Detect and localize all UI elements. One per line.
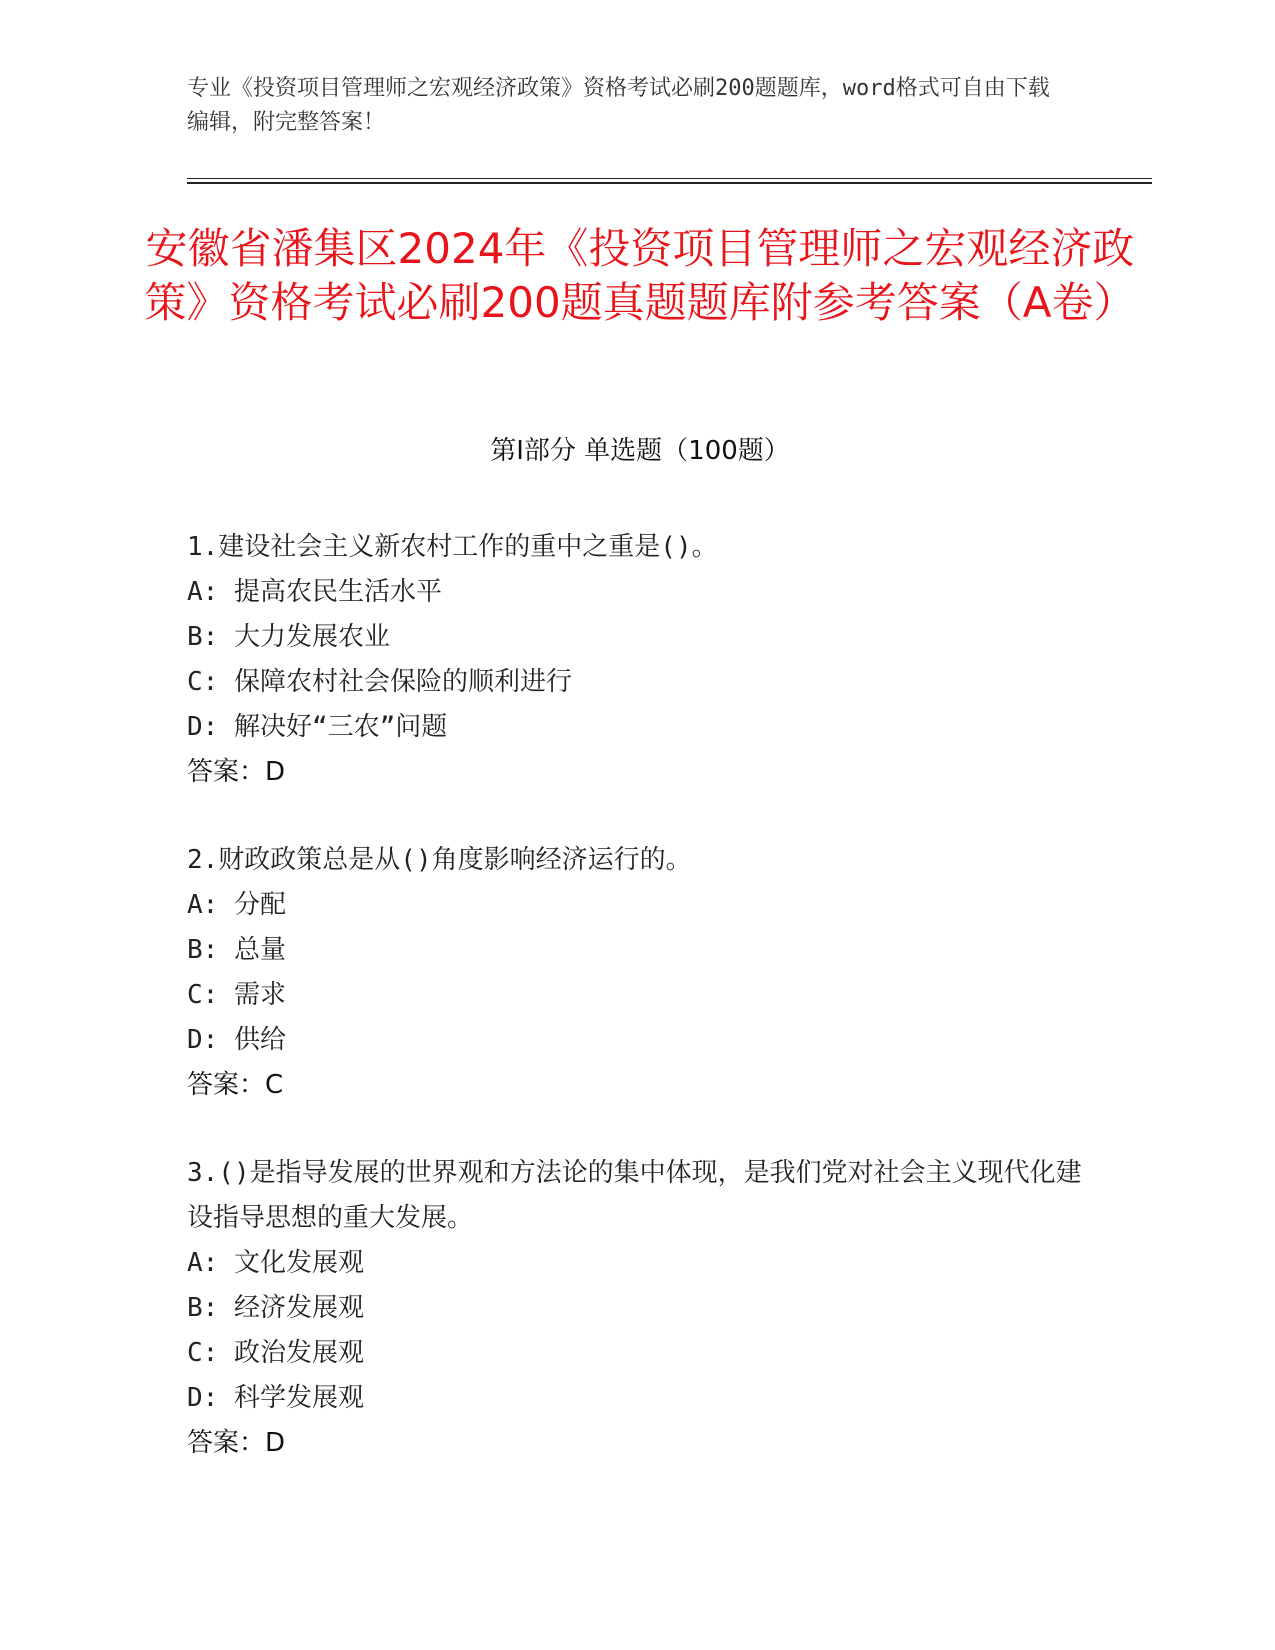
option-a: A: 提高农民生活水平: [187, 577, 442, 607]
option-b: B: 总量: [187, 935, 286, 965]
option-b: B: 经济发展观: [187, 1293, 364, 1323]
question-item: [187, 1151, 1087, 1466]
question-stem: 3.()是指导发展的世界观和方法论的集中体现，是我们党对社会主义现代化建设指导思想的重大发展。: [187, 1158, 1082, 1233]
option-a: A: 文化发展观: [187, 1248, 364, 1278]
question-item: [187, 838, 1087, 1108]
option-b: B: 大力发展农业: [187, 622, 390, 652]
header-divider-thick: [187, 182, 1152, 184]
answer-line: 答案：D: [187, 757, 286, 787]
header-divider-thin: [187, 178, 1152, 179]
option-c: C: 需求: [187, 980, 286, 1010]
option-d: D: 科学发展观: [187, 1383, 364, 1413]
section-title: 第Ⅰ部分 单选题（100题）: [490, 436, 790, 466]
question-item: [187, 525, 1087, 795]
question-list: [187, 525, 1087, 1509]
option-c: C: 保障农村社会保险的顺利进行: [187, 667, 572, 697]
document-title: 安徽省潘集区2024年《投资项目管理师之宏观经济政策》资格考试必刷200题真题题库附参考答案（A卷）: [144, 224, 1136, 327]
header-note: 专业《投资项目管理师之宏观经济政策》资格考试必刷200题题库，word格式可自由下载编辑，附完整答案！: [187, 76, 1050, 135]
question-stem: 1.建设社会主义新农村工作的重中之重是()。: [187, 532, 718, 562]
question-stem: 2.财政政策总是从()角度影响经济运行的。: [187, 845, 692, 875]
option-d: D: 解决好“三农”问题: [187, 712, 448, 742]
answer-line: 答案：C: [187, 1070, 284, 1100]
option-d: D: 供给: [187, 1025, 286, 1055]
option-a: A: 分配: [187, 890, 286, 920]
option-c: C: 政治发展观: [187, 1338, 364, 1368]
answer-line: 答案：D: [187, 1428, 286, 1458]
